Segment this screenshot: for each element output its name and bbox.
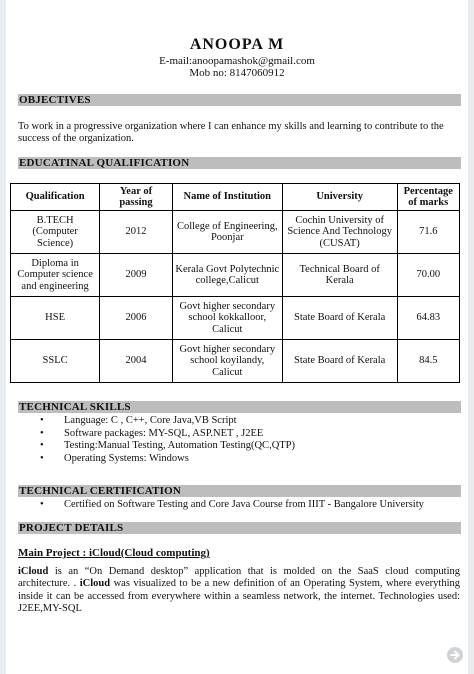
table-cell: Technical Board of Kerala: [282, 254, 397, 297]
table-cell: HSE: [11, 297, 100, 340]
table-row: [11, 297, 460, 340]
table-cell: 70.00: [397, 254, 459, 297]
header-percentage: Percentage of marks: [397, 184, 459, 211]
table-cell: SSLC: [11, 340, 100, 383]
table-cell: Govt higher secondary school koyilandy, Calicut: [172, 340, 282, 383]
skill-text: Testing:Manual Testing, Automation Testing(QC,QTP): [64, 440, 296, 451]
qualification-table: [10, 183, 460, 383]
list-item: [20, 499, 424, 512]
bullet-icon: •: [40, 427, 44, 439]
table-cell: 2009: [100, 254, 173, 297]
certification-list: [20, 499, 424, 512]
table-cell: College of Engineering, Poonjar: [172, 211, 282, 254]
skill-text: Operating Systems: Windows: [64, 452, 189, 464]
technical-certification-heading: TECHNICAL CERTIFICATION: [18, 485, 461, 497]
header-university: University: [282, 184, 397, 211]
candidate-name: ANOOPA M: [189, 36, 285, 53]
mobile-text: Mob no: 8147060912: [189, 67, 285, 79]
table-row: [11, 340, 460, 383]
contact-info: [6, 55, 468, 79]
header-institution: Name of Institution: [172, 184, 282, 211]
email-text: E-mail:anoopamashok@gmail.com: [159, 55, 315, 67]
table-cell: Diploma in Computer science and engineering: [11, 254, 100, 297]
table-cell: B.TECH (Computer Science): [11, 211, 100, 254]
project-text-part: was visualized to be a new definition of an Operating System, where everything inside it can be accessed from everywhere within a seamless network, the internet. Technologies used: J2EE,MY-SQL: [18, 578, 460, 614]
table-cell: 64.83: [397, 297, 459, 340]
table-cell: Kerala Govt Polytechnic college,Calicut: [172, 254, 282, 297]
table-cell: 2004: [100, 340, 173, 383]
table-cell: State Board of Kerala: [282, 297, 397, 340]
header-qualification: Qualification: [11, 184, 100, 211]
main-project-heading: Main Project : iCloud(Cloud computing): [18, 547, 210, 559]
objectives-heading: OBJECTIVES: [18, 94, 461, 106]
table-row: [11, 254, 460, 297]
skill-text: Language: C , C++, Core Java,VB Script: [64, 415, 237, 426]
resume-page: [6, 0, 468, 674]
education-heading: EDUCATINAL QUALIFICATION: [18, 157, 461, 169]
project-description: [18, 566, 460, 615]
bullet-icon: •: [40, 440, 44, 451]
certification-text: Certified on Software Testing and Core Java Course from IIIT - Bangalore University: [64, 499, 424, 510]
table-row: [11, 211, 460, 254]
table-cell: 71.6: [397, 211, 459, 254]
table-cell: 2012: [100, 211, 173, 254]
list-item: [20, 428, 295, 441]
project-term: iCloud: [18, 566, 49, 577]
table-cell: State Board of Kerala: [282, 340, 397, 383]
table-cell: 84.5: [397, 340, 459, 383]
bullet-icon: •: [40, 415, 44, 426]
list-item: [20, 453, 295, 466]
list-item: [20, 415, 295, 428]
technical-skills-list: [20, 415, 295, 465]
arrow-right-icon[interactable]: [446, 646, 464, 664]
table-cell: Cochin University of Science And Technology (CUSAT): [282, 211, 397, 254]
list-item: [20, 440, 295, 453]
table-header-row: [11, 184, 460, 211]
objective-text: To work in a progressive organization where I can enhance my skills and learning to contribute to the success of the organization.: [18, 121, 444, 144]
project-details-heading: PROJECT DETAILS: [18, 522, 461, 534]
bullet-icon: •: [40, 452, 44, 464]
bullet-icon: •: [40, 499, 44, 510]
skill-text: Software packages: MY-SQL, ASP.NET , J2EE: [64, 427, 264, 439]
project-term: iCloud: [79, 578, 111, 590]
technical-skills-heading: TECHNICAL SKILLS: [18, 401, 461, 413]
table-cell: 2006: [100, 297, 173, 340]
project-text-part: is an “On Demand desktop” application that is molded on the SaaS cloud computing architecture. .: [18, 566, 460, 590]
table-cell: Govt higher secondary school kokkalloor, Calicut: [172, 297, 282, 340]
header-year: Year of passing: [100, 184, 173, 211]
